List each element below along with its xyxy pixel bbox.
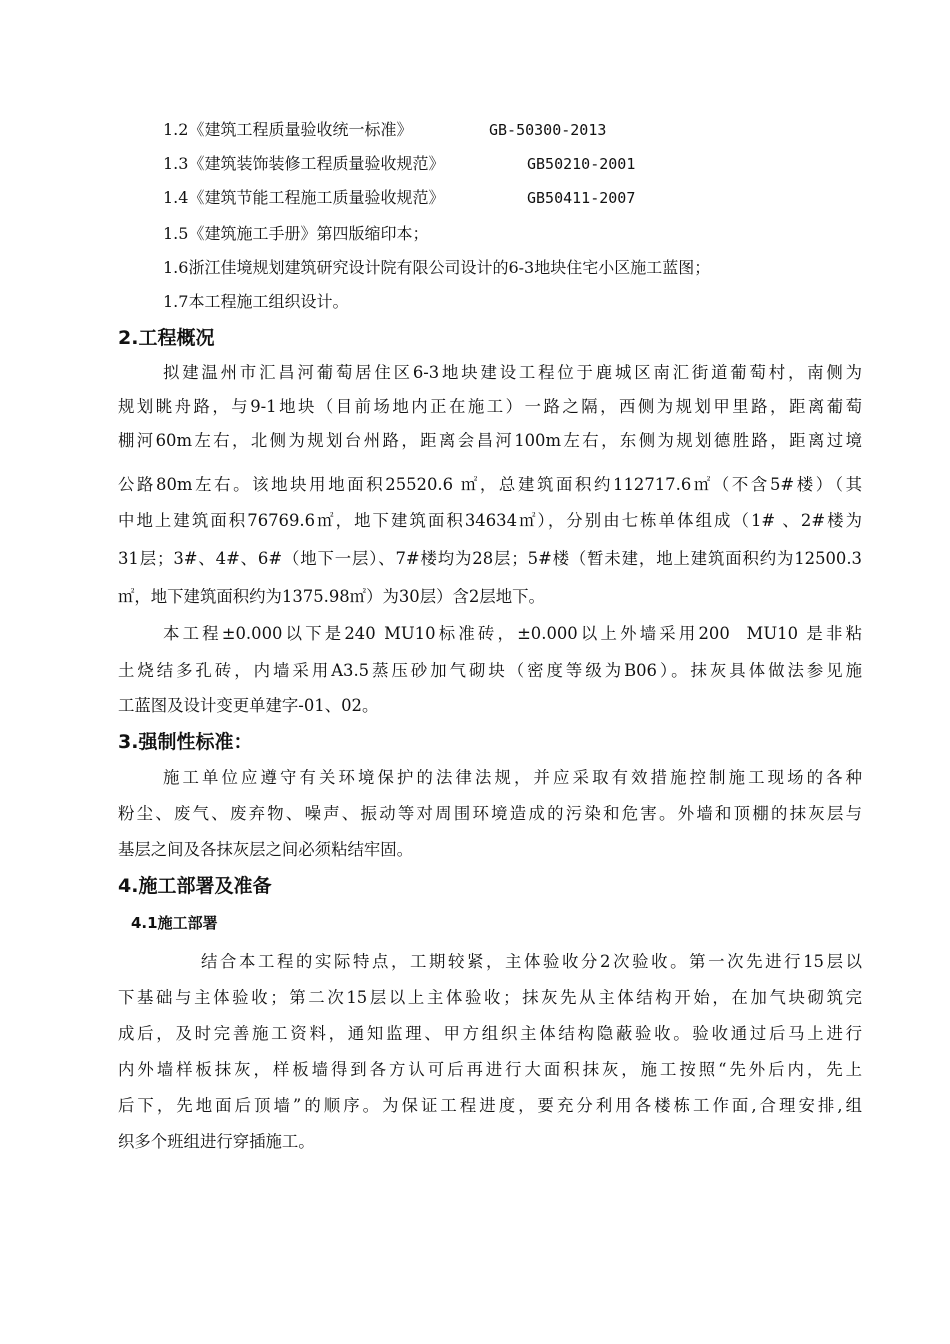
paragraph-line: 公路80m左右。该地块用地面积25520.6 ㎡，总建筑面积约112717.6㎡（不含5#楼）（其 <box>118 475 862 494</box>
section-4-1-heading: 4.1施工部署 <box>131 914 218 932</box>
section-2-heading: 2.工程概况 <box>118 327 215 349</box>
reference-1-7: 1.7本工程施工组织设计。 <box>163 292 349 311</box>
paragraph-line: 中地上建筑面积76769.6㎡，地下建筑面积34634㎡），分别由七栋单体组成（1# 、2#楼为 <box>118 511 862 530</box>
paragraph-line: 31层；3#、4#、6#（地下一层）、7#楼均为28层；5#楼（暂未建，地上建筑面积约为12500.3 <box>118 549 862 568</box>
paragraph-line: 棚河60m左右，北侧为规划台州路，距离会昌河100m左右，东侧为规划德胜路，距离过境 <box>118 431 862 450</box>
paragraph-line: 规划眺舟路，与9-1地块（目前场地内正在施工）一路之隔，西侧为规划甲里路，距离葡萄 <box>118 397 862 416</box>
section-3-heading: 3.强制性标准： <box>118 731 253 753</box>
reference-1-4: 1.4《建筑节能工程施工质量验收规范》 <box>163 188 445 207</box>
reference-1-6: 1.6浙江佳境规划建筑研究设计院有限公司设计的6-3地块住宅小区施工蓝图； <box>163 258 711 277</box>
paragraph-line: 施工单位应遵守有关环境保护的法律法规，并应采取有效措施控制施工现场的各种 <box>163 768 862 787</box>
paragraph-line: 本工程±0.000以下是240 MU10标准砖，±0.000以上外墙采用200 MU10 是非粘 <box>163 624 862 643</box>
reference-1-3-code: GB50210-2001 <box>527 155 636 173</box>
paragraph-line: 内外墙样板抹灰，样板墙得到各方认可后再进行大面积抹灰，施工按照“先外后内，先上 <box>118 1060 862 1079</box>
paragraph-line: 拟建温州市汇昌河葡萄居住区6-3地块建设工程位于鹿城区南汇街道葡萄村，南侧为 <box>163 363 862 382</box>
reference-1-2-code: GB-50300-2013 <box>489 121 607 139</box>
paragraph-line: 成后，及时完善施工资料，通知监理、甲方组织主体结构隐蔽验收。验收通过后马上进行 <box>118 1024 862 1043</box>
paragraph-line: 后下，先地面后顶墙”的顺序。为保证工程进度，要充分利用各楼栋工作面,合理安排,组 <box>118 1096 862 1115</box>
paragraph-line: 土烧结多孔砖，内墙采用A3.5蒸压砂加气砌块（密度等级为B06）。抹灰具体做法参见施 <box>118 661 862 680</box>
paragraph-line: 织多个班组进行穿插施工。 <box>118 1132 315 1151</box>
reference-1-5: 1.5《建筑施工手册》第四版缩印本； <box>163 224 429 243</box>
reference-1-4-code: GB50411-2007 <box>527 189 636 207</box>
reference-1-3: 1.3《建筑装饰装修工程质量验收规范》 <box>163 154 445 173</box>
paragraph-line: 粉尘、废气、废弃物、噪声、振动等对周围环境造成的污染和危害。外墙和顶棚的抹灰层与 <box>118 804 862 823</box>
section-4-heading: 4.施工部署及准备 <box>118 875 272 897</box>
paragraph-line: ㎡，地下建筑面积约为1375.98㎡）为30层）含2层地下。 <box>118 587 545 606</box>
paragraph-line: 下基础与主体验收；第二次15层以上主体验收；抹灰先从主体结构开始，在加气块砌筑完 <box>118 988 862 1007</box>
paragraph-line: 工蓝图及设计变更单建字-01、02。 <box>118 696 379 715</box>
reference-1-2: 1.2《建筑工程质量验收统一标准》 <box>163 120 413 139</box>
paragraph-line: 基层之间及各抹灰层之间必须粘结牢固。 <box>118 840 414 859</box>
paragraph-line: 结合本工程的实际特点，工期较紧，主体验收分2次验收。第一次先进行15层以 <box>201 952 862 971</box>
